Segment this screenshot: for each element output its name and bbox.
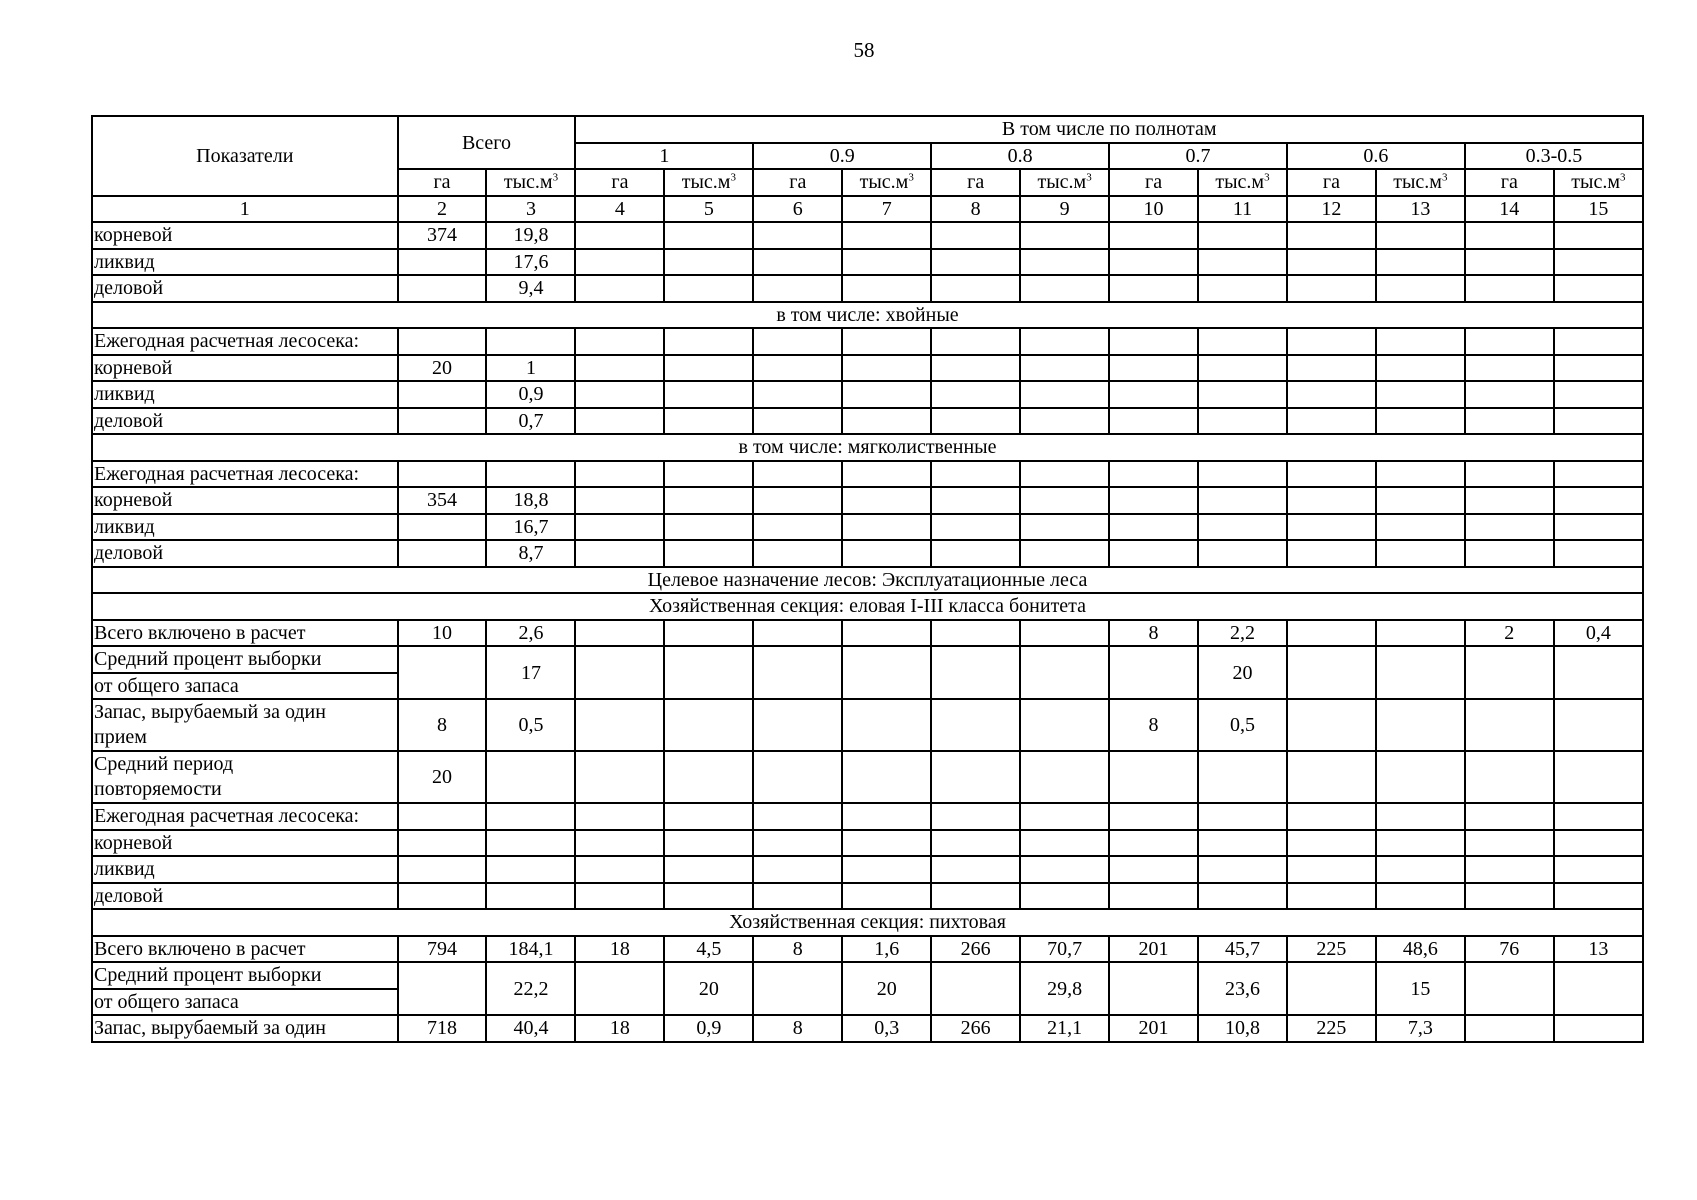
cell: 4,5 [664,936,753,963]
cell [931,751,1020,803]
cell: 19,8 [486,222,575,249]
section-row [92,567,1643,594]
cell: 13 [1554,936,1643,963]
cell: 266 [931,936,1020,963]
cell [1020,751,1109,803]
table-row [92,355,1643,382]
cell [753,962,842,1015]
unit-volume: $тыс.м^3$ [1020,169,1109,196]
unit-volume: $тыс.м^3$ [1198,169,1287,196]
cell [575,646,664,699]
row-label: ликвид [92,514,398,541]
column-number: 14 [1465,196,1554,223]
cell [1465,751,1554,803]
cell [575,699,664,751]
forest-data-table [91,115,1644,1043]
cell: 21,1 [1020,1015,1109,1042]
cell: 201 [1109,936,1198,963]
density-group: 0.6 [1287,143,1465,170]
cell: 8 [1109,699,1198,751]
cell [1020,620,1109,647]
cell: 225 [1287,1015,1376,1042]
table-row [92,620,1643,647]
cell [1465,1015,1554,1042]
section-row [92,302,1643,329]
cell [1376,620,1465,647]
cell [1465,646,1554,699]
cell [1287,646,1376,699]
table-row [92,222,1643,249]
table-row [92,408,1643,435]
table-row [92,646,1643,673]
cell [1109,751,1198,803]
cell: 17 [486,646,575,699]
table-row [92,1015,1643,1042]
cell: 9,4 [486,275,575,302]
unit-volume: $тыс.м^3$ [1376,169,1465,196]
cell: 18,8 [486,487,575,514]
cell [1287,620,1376,647]
cell: 70,7 [1020,936,1109,963]
section-row [92,593,1643,620]
column-numbers-row [92,196,1643,223]
column-number: 2 [398,196,487,223]
cell: 10 [398,620,487,647]
unit-ha: га [575,169,664,196]
cell [575,620,664,647]
table-row [92,803,1643,830]
unit-volume: $тыс.м^3$ [664,169,753,196]
cell: 2,2 [1198,620,1287,647]
cell: 225 [1287,936,1376,963]
cell: 2,6 [486,620,575,647]
row-label: Ежегодная расчетная лесосека: [92,803,398,830]
cell: 8 [753,1015,842,1042]
cell [1554,751,1643,803]
header-by-density: В том числе по полнотам [575,116,1643,143]
cell [575,962,664,1015]
cell [1198,751,1287,803]
cell [931,646,1020,699]
row-label: корневой [92,830,398,857]
cell [1020,646,1109,699]
column-number: 13 [1376,196,1465,223]
page-number: 58 [853,38,875,62]
cell [1287,699,1376,751]
column-number: 1 [92,196,398,223]
table-row [92,883,1643,910]
cell: 48,6 [1376,936,1465,963]
row-label: деловой [92,883,398,910]
column-number: 10 [1109,196,1198,223]
row-label: Запас, вырубаемый за один прием [92,699,398,751]
unit-ha: га [753,169,842,196]
cell [931,620,1020,647]
row-label: Ежегодная расчетная лесосека: [92,328,398,355]
cell [842,751,931,803]
cell [486,751,575,803]
cell: 8 [398,699,487,751]
cell: 22,2 [486,962,575,1015]
cell: 16,7 [486,514,575,541]
cell [842,646,931,699]
cell [1376,646,1465,699]
cell [1287,962,1376,1015]
density-group: 1 [575,143,753,170]
density-group: 0.8 [931,143,1109,170]
cell: 18 [575,1015,664,1042]
row-label: от общего запаса [92,989,398,1016]
column-number: 7 [842,196,931,223]
table-row [92,936,1643,963]
cell: 20 [842,962,931,1015]
density-group: 0.7 [1109,143,1287,170]
cell: 0,9 [486,381,575,408]
table-row [92,328,1643,355]
unit-volume: $тыс.м^3$ [486,169,575,196]
cell: 201 [1109,1015,1198,1042]
table-row [92,275,1643,302]
cell: 8 [1109,620,1198,647]
cell: 76 [1465,936,1554,963]
cell [1109,962,1198,1015]
unit-ha: га [398,169,487,196]
cell [664,699,753,751]
section-soft: в том числе: мягколиственные [92,434,1643,461]
cell: 7,3 [1376,1015,1465,1042]
cell [664,620,753,647]
cell: 0,4 [1554,620,1643,647]
cell: 0,7 [486,408,575,435]
cell [1376,751,1465,803]
cell [398,646,487,699]
table-row [92,830,1643,857]
row-label: Средний процент выборки [92,646,398,673]
unit-ha: га [1287,169,1376,196]
section-purpose: Целевое назначение лесов: Эксплуатационные леса [92,567,1643,594]
cell [1554,1015,1643,1042]
cell: 0,9 [664,1015,753,1042]
unit-volume: $тыс.м^3$ [842,169,931,196]
section-spruce: Хозяйственная секция: еловая I-III класса бонитета [92,593,1643,620]
cell: 17,6 [486,249,575,276]
table-row [92,487,1643,514]
section-row [92,434,1643,461]
row-label: деловой [92,540,398,567]
cell: 20 [1198,646,1287,699]
row-label: Средний процент выборки [92,962,398,989]
row-label: ликвид [92,856,398,883]
density-group: 0.3-0.5 [1465,143,1643,170]
section-conifer: в том числе: хвойные [92,302,1643,329]
cell: 718 [398,1015,487,1042]
cell [664,646,753,699]
cell [575,751,664,803]
cell: 18 [575,936,664,963]
unit-ha: га [1465,169,1554,196]
unit-volume: $тыс.м^3$ [1554,169,1643,196]
column-number: 4 [575,196,664,223]
cell [1465,962,1554,1015]
unit-ha: га [1109,169,1198,196]
row-label: ликвид [92,249,398,276]
row-label: корневой [92,355,398,382]
column-number: 5 [664,196,753,223]
row-label: корневой [92,487,398,514]
row-label: Всего включено в расчет [92,620,398,647]
row-label: деловой [92,275,398,302]
cell: 354 [398,487,487,514]
header-indicators: Показатели [92,116,398,196]
column-number: 11 [1198,196,1287,223]
cell [1554,646,1643,699]
cell [1020,699,1109,751]
cell: 0,5 [486,699,575,751]
cell [753,751,842,803]
column-number: 3 [486,196,575,223]
table-row [92,699,1643,751]
cell: 8,7 [486,540,575,567]
cell: 10,8 [1198,1015,1287,1042]
header-total: Всего [398,116,576,169]
header-row-1 [92,116,1643,143]
cell: 374 [398,222,487,249]
cell: 45,7 [1198,936,1287,963]
row-label: Запас, вырубаемый за один [92,1015,398,1042]
cell: 8 [753,936,842,963]
table-row [92,856,1643,883]
cell [398,962,487,1015]
cell: 20 [664,962,753,1015]
cell: 29,8 [1020,962,1109,1015]
cell [753,620,842,647]
table-row [92,461,1643,488]
column-number: 6 [753,196,842,223]
column-number: 15 [1554,196,1643,223]
cell: 266 [931,1015,1020,1042]
section-fir: Хозяйственная секция: пихтовая [92,909,1643,936]
cell: 184,1 [486,936,575,963]
cell: 794 [398,936,487,963]
cell [664,751,753,803]
table-row [92,381,1643,408]
cell: 1 [486,355,575,382]
cell [842,620,931,647]
row-label: деловой [92,408,398,435]
column-number: 9 [1020,196,1109,223]
row-label: корневой [92,222,398,249]
cell: 23,6 [1198,962,1287,1015]
row-label: Всего включено в расчет [92,936,398,963]
cell [753,646,842,699]
row-label: Средний период повторяемости [92,751,398,803]
unit-ha: га [931,169,1020,196]
table-row [92,962,1643,989]
cell: 15 [1376,962,1465,1015]
table-row [92,514,1643,541]
cell: 2 [1465,620,1554,647]
cell [931,699,1020,751]
cell: 20 [398,355,487,382]
section-row [92,909,1643,936]
cell [1109,646,1198,699]
cell: 20 [398,751,487,803]
row-label: Ежегодная расчетная лесосека: [92,461,398,488]
cell: 0,5 [1198,699,1287,751]
cell [753,699,842,751]
cell [1554,699,1643,751]
table-row [92,751,1643,803]
cell: 40,4 [486,1015,575,1042]
cell: 0,3 [842,1015,931,1042]
cell [1376,699,1465,751]
cell [1287,751,1376,803]
row-label: от общего запаса [92,673,398,700]
cell [931,962,1020,1015]
table-row [92,540,1643,567]
row-label: ликвид [92,381,398,408]
cell: 1,6 [842,936,931,963]
cell [1554,962,1643,1015]
column-number: 12 [1287,196,1376,223]
table-row [92,249,1643,276]
cell [842,699,931,751]
cell [1465,699,1554,751]
density-group: 0.9 [753,143,931,170]
column-number: 8 [931,196,1020,223]
